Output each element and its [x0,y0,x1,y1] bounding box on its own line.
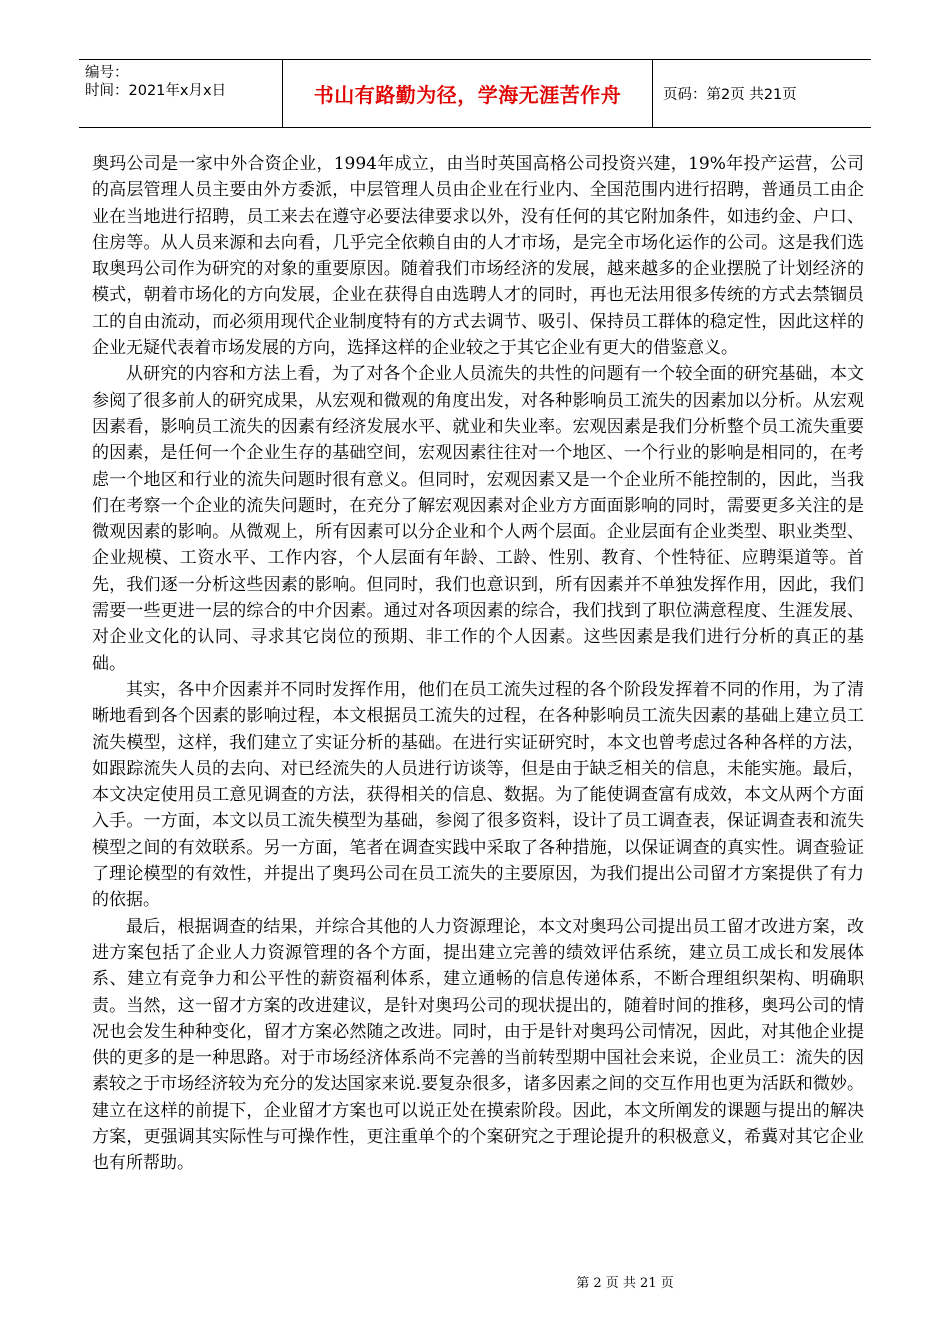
page-header [79,59,871,128]
page-footer: 第 2 页 共 21 页 [576,1276,674,1291]
paragraph-4: 最后，根据调查的结果，并综合其他的人力资源理论，本文对奥玛公司提出员工留才改进方案，改进方案包括了企业人力资源管理的各个方面，提出建立完善的绩效评估系统，建立员工成长和发展体系、建立有竞争力和公平性的薪资福利体系，建立通畅的信息传递体系，不断合理组织架构、明确职责。当然，这一留才方案的改进建议，是针对奥玛公司的现状提出的，随着时间的推移，奥玛公司的情况也会发生种种变化，留才方案必然随之改进。同时，由于是针对奥玛公司情况，因此，对其他企业提供的更多的是一种思路。对于市场经济体系尚不完善的当前转型期中国社会来说，企业员工：流失的因素较之于市场经济较为充分的发达国家来说.要复杂很多，诸多因素之间的交互作用也更为活跃和微妙。建立在这样的前提下，企业留才方案也可以说正处在摸索阶段。因此，本文所阐发的课题与提出的解决方案，更强调其实际性与可操作性，更注重单个的个案研究之于理论提升的积极意义，希冀对其它企业也有所帮助。 [92,916,864,1174]
paragraph-3: 其实，各中介因素并不同时发挥作用，他们在员工流失过程的各个阶段发挥着不同的作用，为了清晰地看到各个因素的影响过程，本文根据员工流失的过程，在各种影响员工流失因素的基础上建立员工流失模型，这样，我们建立了实证分析的基础。在进行实证研究时，本文也曾考虑过各种各样的方法，如跟踪流失人员的去向、对已经流失的人员进行访谈等，但是由于缺乏相关的信息，未能实施。最后，本文决定使用员工意见调查的方法，获得相关的信息、数据。为了能使调查富有成效，本文从两个方面入手。一方面，本文以员工流失模型为基础，参阅了很多资料，设计了员工调查表，保证调查表和流失模型之间的有效联系。另一方面，笔者在调查实践中采取了各种措施，以保证调查的真实性。调查验证了理论模型的有效性，并提出了奥玛公司在员工流失的主要原因，为我们提出公司留才方案提供了有力的依据。 [92,679,864,911]
header-motto: 书山有路勤为径，学海无涯苦作舟 [283,60,653,127]
header-meta-cell [79,60,283,127]
paragraph-1: 奥玛公司是一家中外合资企业，1994年成立，由当时英国高格公司投资兴建，19%年投产运营，公司的高层管理人员主要由外方委派，中层管理人员由企业在行业内、全国范围内进行招聘，普通员工由企业在当地进行招聘，员工来去在遵守必要法律要求以外，没有任何的其它附加条件，如违约金、户口、住房等。从人员来源和去向看，几乎完全依赖自由的人才市场，是完全市场化运作的公司。这是我们选取奥玛公司作为研究的对象的重要原因。随着我们市场经济的发展，越来越多的企业摆脱了计划经济的模式，朝着市场化的方向发展，企业在获得自由选聘人才的同时，再也无法用很多传统的方式去禁锢员工的自由流动，而必须用现代企业制度特有的方式去调节、吸引、保持员工群体的稳定性，因此这样的企业无疑代表着市场发展的方向，选择这样的企业较之于其它企业有更大的借鉴意义。 [92,154,864,359]
header-page-info: 页码：第2页 共21页 [663,87,797,103]
paragraph-2: 从研究的内容和方法上看，为了对各个企业人员流失的共性的问题有一个较全面的研究基础，本文参阅了很多前人的研究成果，从宏观和微观的角度出发，对各种影响员工流失的因素加以分析。从宏观因素看，影响员工流失的因素有经济发展水平、就业和失业率。宏观因素是我们分析整个员工流失重要的因素，是任何一个企业生存的基础空间，宏观因素往往对一个地区、一个行业的影响是相同的，在考虑一个地区和行业的流失问题时很有意义。但同时，宏观因素又是一个企业所不能控制的，因此，当我们在考察一个企业的流失问题时，在充分了解宏观因素对企业方方面面影响的同时，需要更多关注的是微观因素的影响。从微观上，所有因素可以分企业和个人两个层面。企业层面有企业类型、职业类型、企业规模、工资水平、工作内容，个人层面有年龄、工龄、性别、教育、个性特征、应聘渠道等。首先，我们逐一分析这些因素的影响。但同时，我们也意识到，所有因素并不单独发挥作用，因此，我们需要一些更进一层的综合的中介因素。通过对各项因素的综合，我们找到了职位满意程度、生涯发展、对企业文化的认同、寻求其它岗位的预期、非工作的个人因素。这些因素是我们进行分析的真正的基础。 [92,364,864,674]
document-time-label: 时间：2021年x月x日 [85,83,227,99]
document-number-label: 编号： [85,65,129,81]
document-body [92,151,864,1177]
